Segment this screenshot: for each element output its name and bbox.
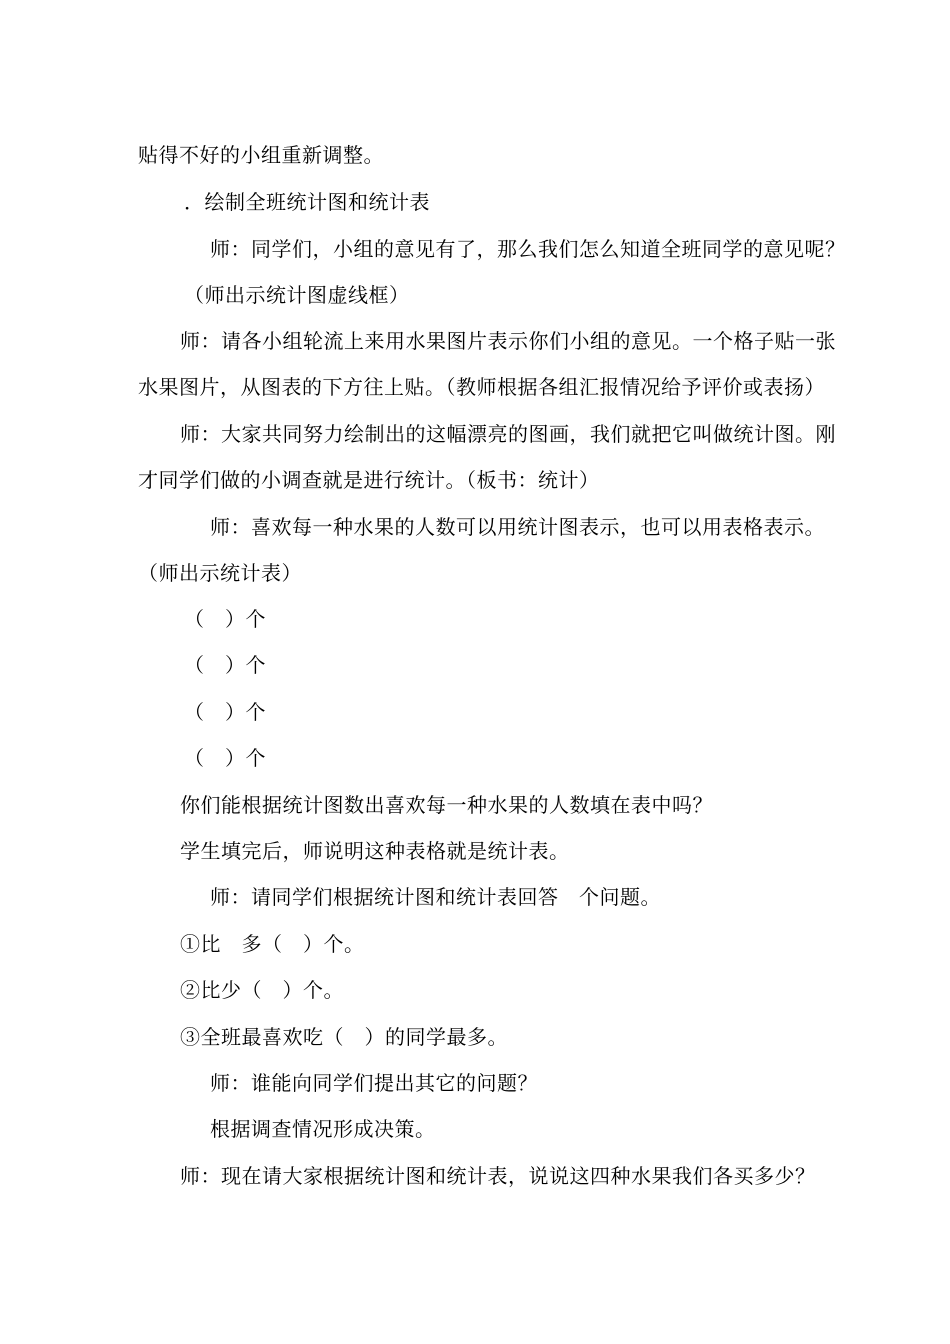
text-line: 师：现在请大家根据统计图和统计表，说说这四种水果我们各买多少？ [180, 1164, 816, 1188]
text-line: 师：请同学们根据统计图和统计表回答 个问题。 [210, 885, 661, 909]
text-line: 师：喜欢每一种水果的人数可以用统计图表示，也可以用表格表示。 [210, 515, 825, 539]
text-line: 你们能根据统计图数出喜欢每一种水果的人数填在表中吗？ [180, 793, 713, 817]
text-line: 才同学们做的小调查就是进行统计。（板书：统计） [138, 468, 600, 492]
table-entry: （ ）个 [184, 746, 266, 770]
text-line: 师：大家共同努力绘制出的这幅漂亮的图画，我们就把它叫做统计图。刚 [180, 422, 836, 446]
section-heading: ．绘制全班统计图和统计表 [184, 190, 430, 214]
text-line: 学生填完后，师说明这种表格就是统计表。 [180, 839, 570, 863]
text-line: 根据调查情况形成决策。 [210, 1117, 436, 1141]
question-item: ①比 多（ ）个。 [180, 932, 365, 956]
question-item: ③全班最喜欢吃（ ）的同学最多。 [180, 1025, 508, 1049]
text-line: 水果图片，从图表的下方往上贴。（教师根据各组汇报情况给予评价或表扬） [138, 375, 825, 399]
text-line: 师：请各小组轮流上来用水果图片表示你们小组的意见。一个格子贴一张 [180, 329, 836, 353]
text-line: （师出示统计图虚线框） [184, 283, 410, 307]
text-line: （师出示统计表） [138, 561, 302, 585]
table-entry: （ ）个 [184, 607, 266, 631]
question-item: ②比少（ ）个。 [180, 978, 344, 1002]
table-entry: （ ）个 [184, 653, 266, 677]
text-line: 师：同学们，小组的意见有了，那么我们怎么知道全班同学的意见呢？ [210, 237, 846, 261]
text-line: 师：谁能向同学们提出其它的问题？ [210, 1071, 538, 1095]
text-line: 贴得不好的小组重新调整。 [138, 143, 384, 167]
table-entry: （ ）个 [184, 700, 266, 724]
